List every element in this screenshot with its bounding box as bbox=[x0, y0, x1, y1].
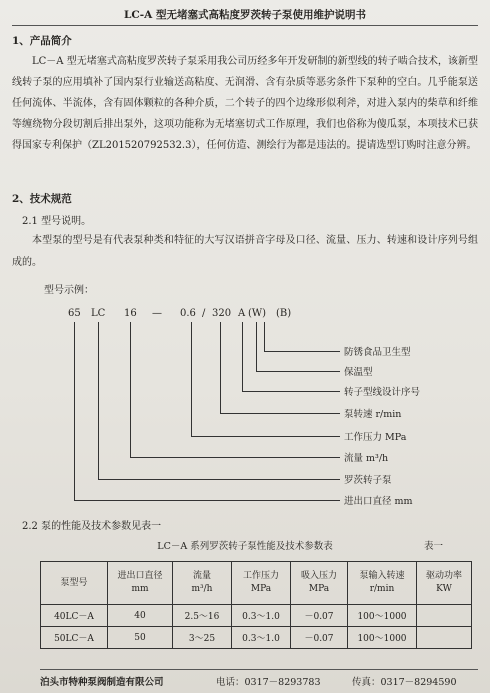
label-flow: 流量 m³/h bbox=[344, 453, 389, 464]
footer-phone: 电话：0317－8293783 bbox=[216, 677, 321, 688]
cell-flow: 2.5～16 bbox=[173, 605, 232, 627]
leader-line-3 bbox=[242, 322, 243, 391]
cell-work-pressure: 0.3～1.0 bbox=[232, 627, 291, 649]
section-2-heading: 2、技术规范 bbox=[12, 193, 72, 205]
footer-divider bbox=[40, 669, 478, 670]
label-diameter: 进出口直径 mm bbox=[344, 496, 413, 507]
page-footer bbox=[0, 669, 490, 693]
model-part-pressure: 0.6 bbox=[180, 308, 196, 319]
footer-company: 泊头市特种泵阀制造有限公司 bbox=[40, 677, 164, 688]
model-part-dash: — bbox=[152, 308, 162, 319]
leader-line-6 bbox=[130, 322, 131, 457]
model-part-type: LC bbox=[91, 308, 106, 319]
leader-h-5 bbox=[191, 436, 340, 437]
model-part-flow: 16 bbox=[124, 308, 137, 319]
footer-fax: 传真：0317－8294590 bbox=[352, 677, 457, 688]
label-pump-type: 罗茨转子泵 bbox=[344, 475, 392, 486]
leader-h-8 bbox=[74, 500, 340, 501]
model-part-speed: 320 bbox=[212, 308, 232, 319]
cell-diameter: 40 bbox=[108, 605, 173, 627]
leader-line-1 bbox=[264, 322, 265, 351]
th-model: 泵型号 bbox=[41, 562, 108, 605]
leader-h-6 bbox=[130, 457, 340, 458]
model-example-label: 型号示例： bbox=[44, 285, 94, 296]
leader-h-1 bbox=[264, 351, 340, 352]
leader-line-2 bbox=[256, 322, 257, 371]
model-part-slash: / bbox=[202, 308, 206, 319]
leader-line-8 bbox=[74, 322, 75, 500]
th-diameter: 进出口直径 mm bbox=[108, 562, 173, 605]
table-title: LC－A 系列罗茨转子泵性能及技术参数表 bbox=[157, 541, 333, 552]
label-rotor-series: 转子型线设计序号 bbox=[344, 387, 421, 398]
model-part-insulated: (W) bbox=[248, 308, 267, 319]
cell-power bbox=[417, 627, 472, 649]
cell-diameter: 50 bbox=[108, 627, 173, 649]
label-food-grade: 防锈食品卫生型 bbox=[344, 347, 411, 358]
th-flow: 流量 m³/h bbox=[173, 562, 232, 605]
label-pressure: 工作压力 MPa bbox=[344, 432, 407, 443]
leader-line-5 bbox=[191, 322, 192, 436]
model-part-diameter: 65 bbox=[68, 308, 81, 319]
leader-h-3 bbox=[242, 391, 340, 392]
th-suction-pressure: 吸入压力 MPa bbox=[291, 562, 348, 605]
cell-input-speed: 100～1000 bbox=[348, 627, 417, 649]
subsection-2-1-paragraph: 本型泵的型号是有代表泵种类和特征的大写汉语拼音字母及口径、流量、压力、转速和设计序列号组成的。 bbox=[12, 235, 478, 268]
leader-h-2 bbox=[256, 371, 340, 372]
cell-suction-pressure: －0.07 bbox=[291, 605, 348, 627]
section-1-heading: 1、产品简介 bbox=[12, 35, 72, 47]
leader-h-4 bbox=[220, 413, 340, 414]
th-input-speed: 泵输入转速 r/min bbox=[348, 562, 417, 605]
table-row bbox=[41, 605, 472, 627]
model-part-series: A bbox=[238, 308, 246, 319]
leader-h-7 bbox=[98, 479, 340, 480]
cell-flow: 3～25 bbox=[173, 627, 232, 649]
table-row bbox=[41, 627, 472, 649]
leader-line-7 bbox=[98, 322, 99, 479]
cell-suction-pressure: －0.07 bbox=[291, 627, 348, 649]
label-speed: 泵转速 r/min bbox=[344, 409, 402, 420]
model-part-food-grade: (B) bbox=[276, 308, 292, 319]
cell-input-speed: 100～1000 bbox=[348, 605, 417, 627]
page-header: LC-A 型无堵塞式高粘度罗茨转子泵使用维护说明书 bbox=[124, 9, 366, 21]
table-header-row bbox=[41, 562, 472, 605]
th-power: 驱动功率 KW bbox=[417, 562, 472, 605]
cell-model: 40LC－A bbox=[41, 605, 108, 627]
cell-power bbox=[417, 605, 472, 627]
table-tag: 表一 bbox=[424, 541, 444, 552]
subsection-2-2: 2.2 泵的性能及技术参数见表一 bbox=[22, 521, 162, 532]
cell-work-pressure: 0.3～1.0 bbox=[232, 605, 291, 627]
th-work-pressure: 工作压力 MPa bbox=[232, 562, 291, 605]
section-1-paragraph: LC－A 型无堵塞式高粘度罗茨转子泵采用我公司历经多年开发研制的新型线的转子啮合技术，该新型线转子泵的应用填补了国内泵行业输送高粘度、无润滑、含有杂质等恶劣条件下泵种的空白。几乎能泵送任何流体、半流体，含有固体颗粒的各种介质，二个转子的四个边缘形似利斧，对进入泵内的柴草和纤维等缠绕物分段切割后排出泵外，这项功能称为无堵塞切式工作原理，我们也俗称为傻瓜泵，本项技术已获得国家专利保护（ZL201520792532.3），任何仿造、测绘行为都是违法的。提请选型订购时注意分辨。 bbox=[12, 56, 478, 151]
label-insulated: 保温型 bbox=[344, 367, 373, 378]
header-divider bbox=[12, 25, 478, 26]
leader-line-4 bbox=[220, 322, 221, 413]
spec-table bbox=[40, 561, 472, 649]
subsection-2-1: 2.1 型号说明。 bbox=[22, 216, 92, 227]
cell-model: 50LC－A bbox=[41, 627, 108, 649]
